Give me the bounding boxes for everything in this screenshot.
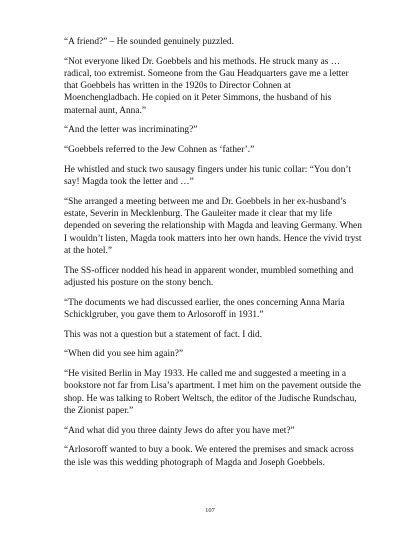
paragraph-2: “Not everyone liked Dr. Goebbels and his methods. He struck many as … radical, too extremist. Someone from the Gau Headquarters gave me a letter that Goebbels has written in the 1920s to Director Cohnen at Moenchengladbach. He copied on it Peter Simmons, the husband of his maternal aunt, Anna.” <box>64 56 349 116</box>
paragraph-4: “Goebbels referred to the Jew Cohnen as ‘father’.” <box>64 145 255 156</box>
paragraph-12: “And what did you three dainty Jews do after you have met?” <box>64 425 295 436</box>
page-number: 107 <box>205 507 215 514</box>
paragraph-13: “Arlosoroff wanted to buy a book. We entered the premises and smack across the isle was this wedding photograph of Magda and Joseph Goebbels. <box>64 445 354 468</box>
paragraph-6: “She arranged a meeting between me and Dr. Goebbels in her ex-husband’s estate, Severin in Mecklenburg. The Gauleiter made it clear that my life depended on severing the relationship with Magda and leaving Germany. When I wouldn’t listen, Magda took matters into her own hands. Hence the vivid tryst at the hotel.” <box>64 197 362 256</box>
paragraph-5: He whistled and stuck two sausagy fingers under his tunic collar: “You don’t say! Magda took the letter and …” <box>64 165 351 188</box>
paragraph-10: “When did you see him again?” <box>64 349 184 360</box>
body-text <box>64 36 364 476</box>
paragraph-8: “The documents we had discussed earlier, the ones concerning Anna Maria Schicklgruber, you gave them to Arlosoroff in 1931.” <box>64 297 345 320</box>
paragraph-11: “He visited Berlin in May 1933. He called me and suggested a meeting in a bookstore not far from Lisa’s apartment. I met him on the pavement outside the shop. He was talking to Robert Weltsch, the editor of the Judische Rundschau, the Zionist paper.” <box>64 369 361 416</box>
paragraph-1: “A friend?” – He sounded genuinely puzzled. <box>64 37 234 47</box>
paragraph-3: “And the letter was incriminating?” <box>64 125 198 136</box>
paragraph-7: The SS-officer nodded his head in apparent wonder, mumbled something and adjusted his posture on the stony bench. <box>64 265 354 288</box>
paragraph-9: This was not a question but a statement of fact. I did. <box>64 329 262 340</box>
